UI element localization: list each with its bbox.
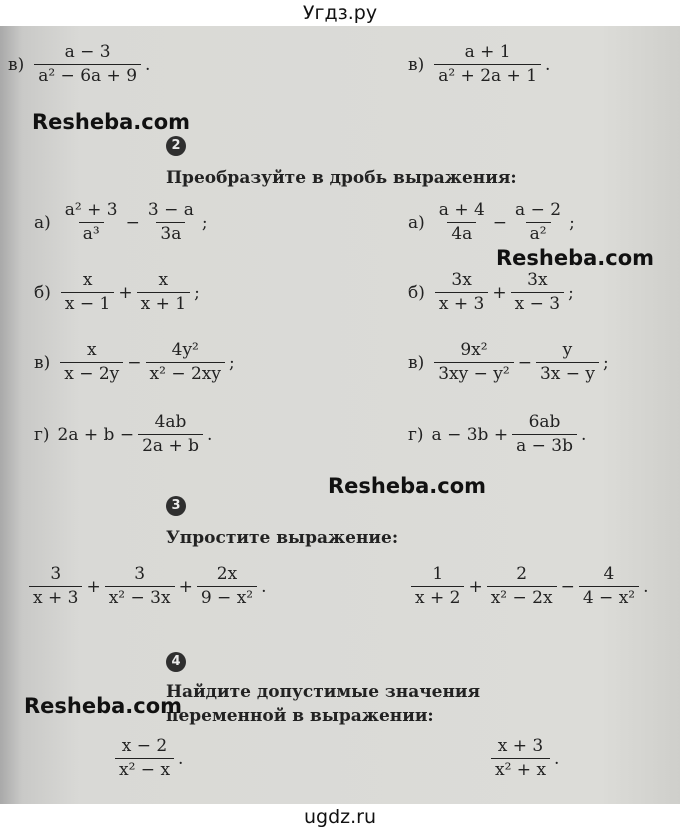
denominator: a² [526,222,551,243]
operator: − [125,212,140,233]
task2-item-b-right [408,272,575,313]
fraction [144,202,198,243]
denominator: 9 − x² [197,586,257,607]
denominator: x + 2 [411,586,464,607]
numerator: 4ab [154,412,187,432]
fraction [115,738,174,779]
fraction [487,566,557,607]
fraction [34,44,141,85]
punctuation: ; [228,352,235,373]
numerator: a − 2 [515,200,562,220]
operator: + [86,576,101,597]
numerator: 4 [603,564,615,584]
expression-lead: a − 3b + [431,424,509,445]
fraction [105,566,175,607]
numerator: a² + 3 [64,200,118,220]
denominator: x − 3 [511,292,564,313]
watermark: Resheba.com [24,694,183,718]
denominator: x − 2y [60,362,123,383]
denominator: a² − 6a + 9 [34,64,141,85]
item-label: в) [408,352,425,373]
task3-expression-left [26,566,268,607]
denominator: 3x − y [536,362,599,383]
task-heading-continued: переменной в выражении: [166,706,434,726]
numerator: x [86,340,97,360]
task-heading: Найдите допустимые значения [166,682,481,702]
expression-lead: 2a + b − [57,424,135,445]
operator: + [492,282,507,303]
fraction [411,566,464,607]
item-label: в) [34,352,51,373]
numerator: x − 2 [121,736,168,756]
denominator: x − 1 [61,292,114,313]
denominator: x + 3 [435,292,488,313]
punctuation: . [545,54,551,75]
fraction [512,414,577,455]
item-label: а) [408,212,425,233]
item-label: б) [34,282,51,303]
operator: − [560,576,575,597]
punctuation: ; [569,212,575,233]
denominator: x + 1 [137,292,190,313]
task2-item-a-left [34,202,209,243]
task-number-badge: 2 [166,136,186,156]
textbook-page-scan [0,26,680,804]
task4-expression-right [488,738,560,779]
denominator: 4a [447,222,476,243]
punctuation: . [145,54,151,75]
punctuation: . [206,424,213,445]
denominator: x² + x [491,758,550,779]
punctuation: ; [603,352,609,373]
fraction [511,272,564,313]
task3-expression-right [408,566,650,607]
denominator: 4 − x² [579,586,639,607]
fraction [138,414,203,455]
task-number-badge: 4 [166,652,186,672]
denominator: 3xy − y² [434,362,513,383]
punctuation: ; [201,212,208,233]
fraction [29,566,82,607]
fraction [146,342,225,383]
watermark: Resheba.com [328,474,487,498]
watermark: Resheba.com [496,246,655,270]
fraction [511,202,565,243]
numerator: 4y² [171,340,199,360]
fraction [434,342,513,383]
denominator: a − 3b [512,434,577,455]
numerator: 6ab [528,412,561,432]
denominator: x² − 2x [487,586,557,607]
watermark: Resheba.com [32,110,191,134]
task2-item-v-right [408,342,610,383]
numerator: 2 [516,564,528,584]
fraction [579,566,639,607]
punctuation: ; [568,282,574,303]
denominator: x + 3 [29,586,82,607]
numerator: 3 − a [147,200,194,220]
task2-item-v-left [34,342,236,383]
fraction [197,566,257,607]
task2-item-g-right [408,414,587,455]
numerator: y [562,340,573,360]
punctuation: . [580,424,587,445]
top-right-expression [408,44,551,85]
fraction [536,342,599,383]
fraction [435,202,489,243]
operator: − [517,352,532,373]
fraction [61,272,114,313]
punctuation: ; [194,282,200,303]
denominator: x² − x [115,758,174,779]
task4-expression-left [112,738,184,779]
fraction [491,738,550,779]
fraction [137,272,190,313]
punctuation: . [554,748,560,769]
task2-item-b-left [34,272,201,313]
numerator: 3x [527,270,548,290]
item-label: б) [408,282,425,303]
numerator: x [158,270,169,290]
fraction [61,202,122,243]
operator: + [178,576,193,597]
punctuation: . [178,748,184,769]
numerator: a + 4 [438,200,485,220]
item-label: в) [8,54,25,75]
numerator: a − 3 [64,42,111,62]
top-left-expression [8,44,151,85]
numerator: x + 3 [497,736,544,756]
task-number-badge: 3 [166,496,186,516]
site-header: Угдз.ру [0,0,680,26]
fraction [435,272,488,313]
operator: − [492,212,508,233]
numerator: a + 1 [464,42,511,62]
denominator: a³ [79,222,104,243]
numerator: 3x [451,270,472,290]
fraction [60,342,123,383]
task-heading: Преобразуйте в дробь выражения: [166,168,517,188]
operator: + [118,282,133,303]
denominator: 2a + b [138,434,203,455]
denominator: a² + 2a + 1 [434,64,541,85]
numerator: 3 [50,564,62,584]
numerator: 9x² [460,340,488,360]
item-label: г) [34,424,50,445]
task2-item-a-right [408,202,576,243]
denominator: x² − 3x [105,586,175,607]
site-footer: ugdz.ru [0,804,680,830]
punctuation: . [261,576,267,597]
item-label: в) [408,54,425,75]
task-heading: Упростите выражение: [166,528,399,548]
numerator: 1 [432,564,444,584]
operator: − [127,352,142,373]
operator: + [468,576,483,597]
item-label: а) [34,212,51,233]
numerator: x [82,270,93,290]
denominator: x² − 2xy [146,362,225,383]
task2-item-g-left [34,414,213,455]
numerator: 3 [134,564,146,584]
numerator: 2x [216,564,238,584]
denominator: 3a [156,222,185,243]
item-label: г) [408,424,424,445]
punctuation: . [643,576,649,597]
fraction [434,44,541,85]
